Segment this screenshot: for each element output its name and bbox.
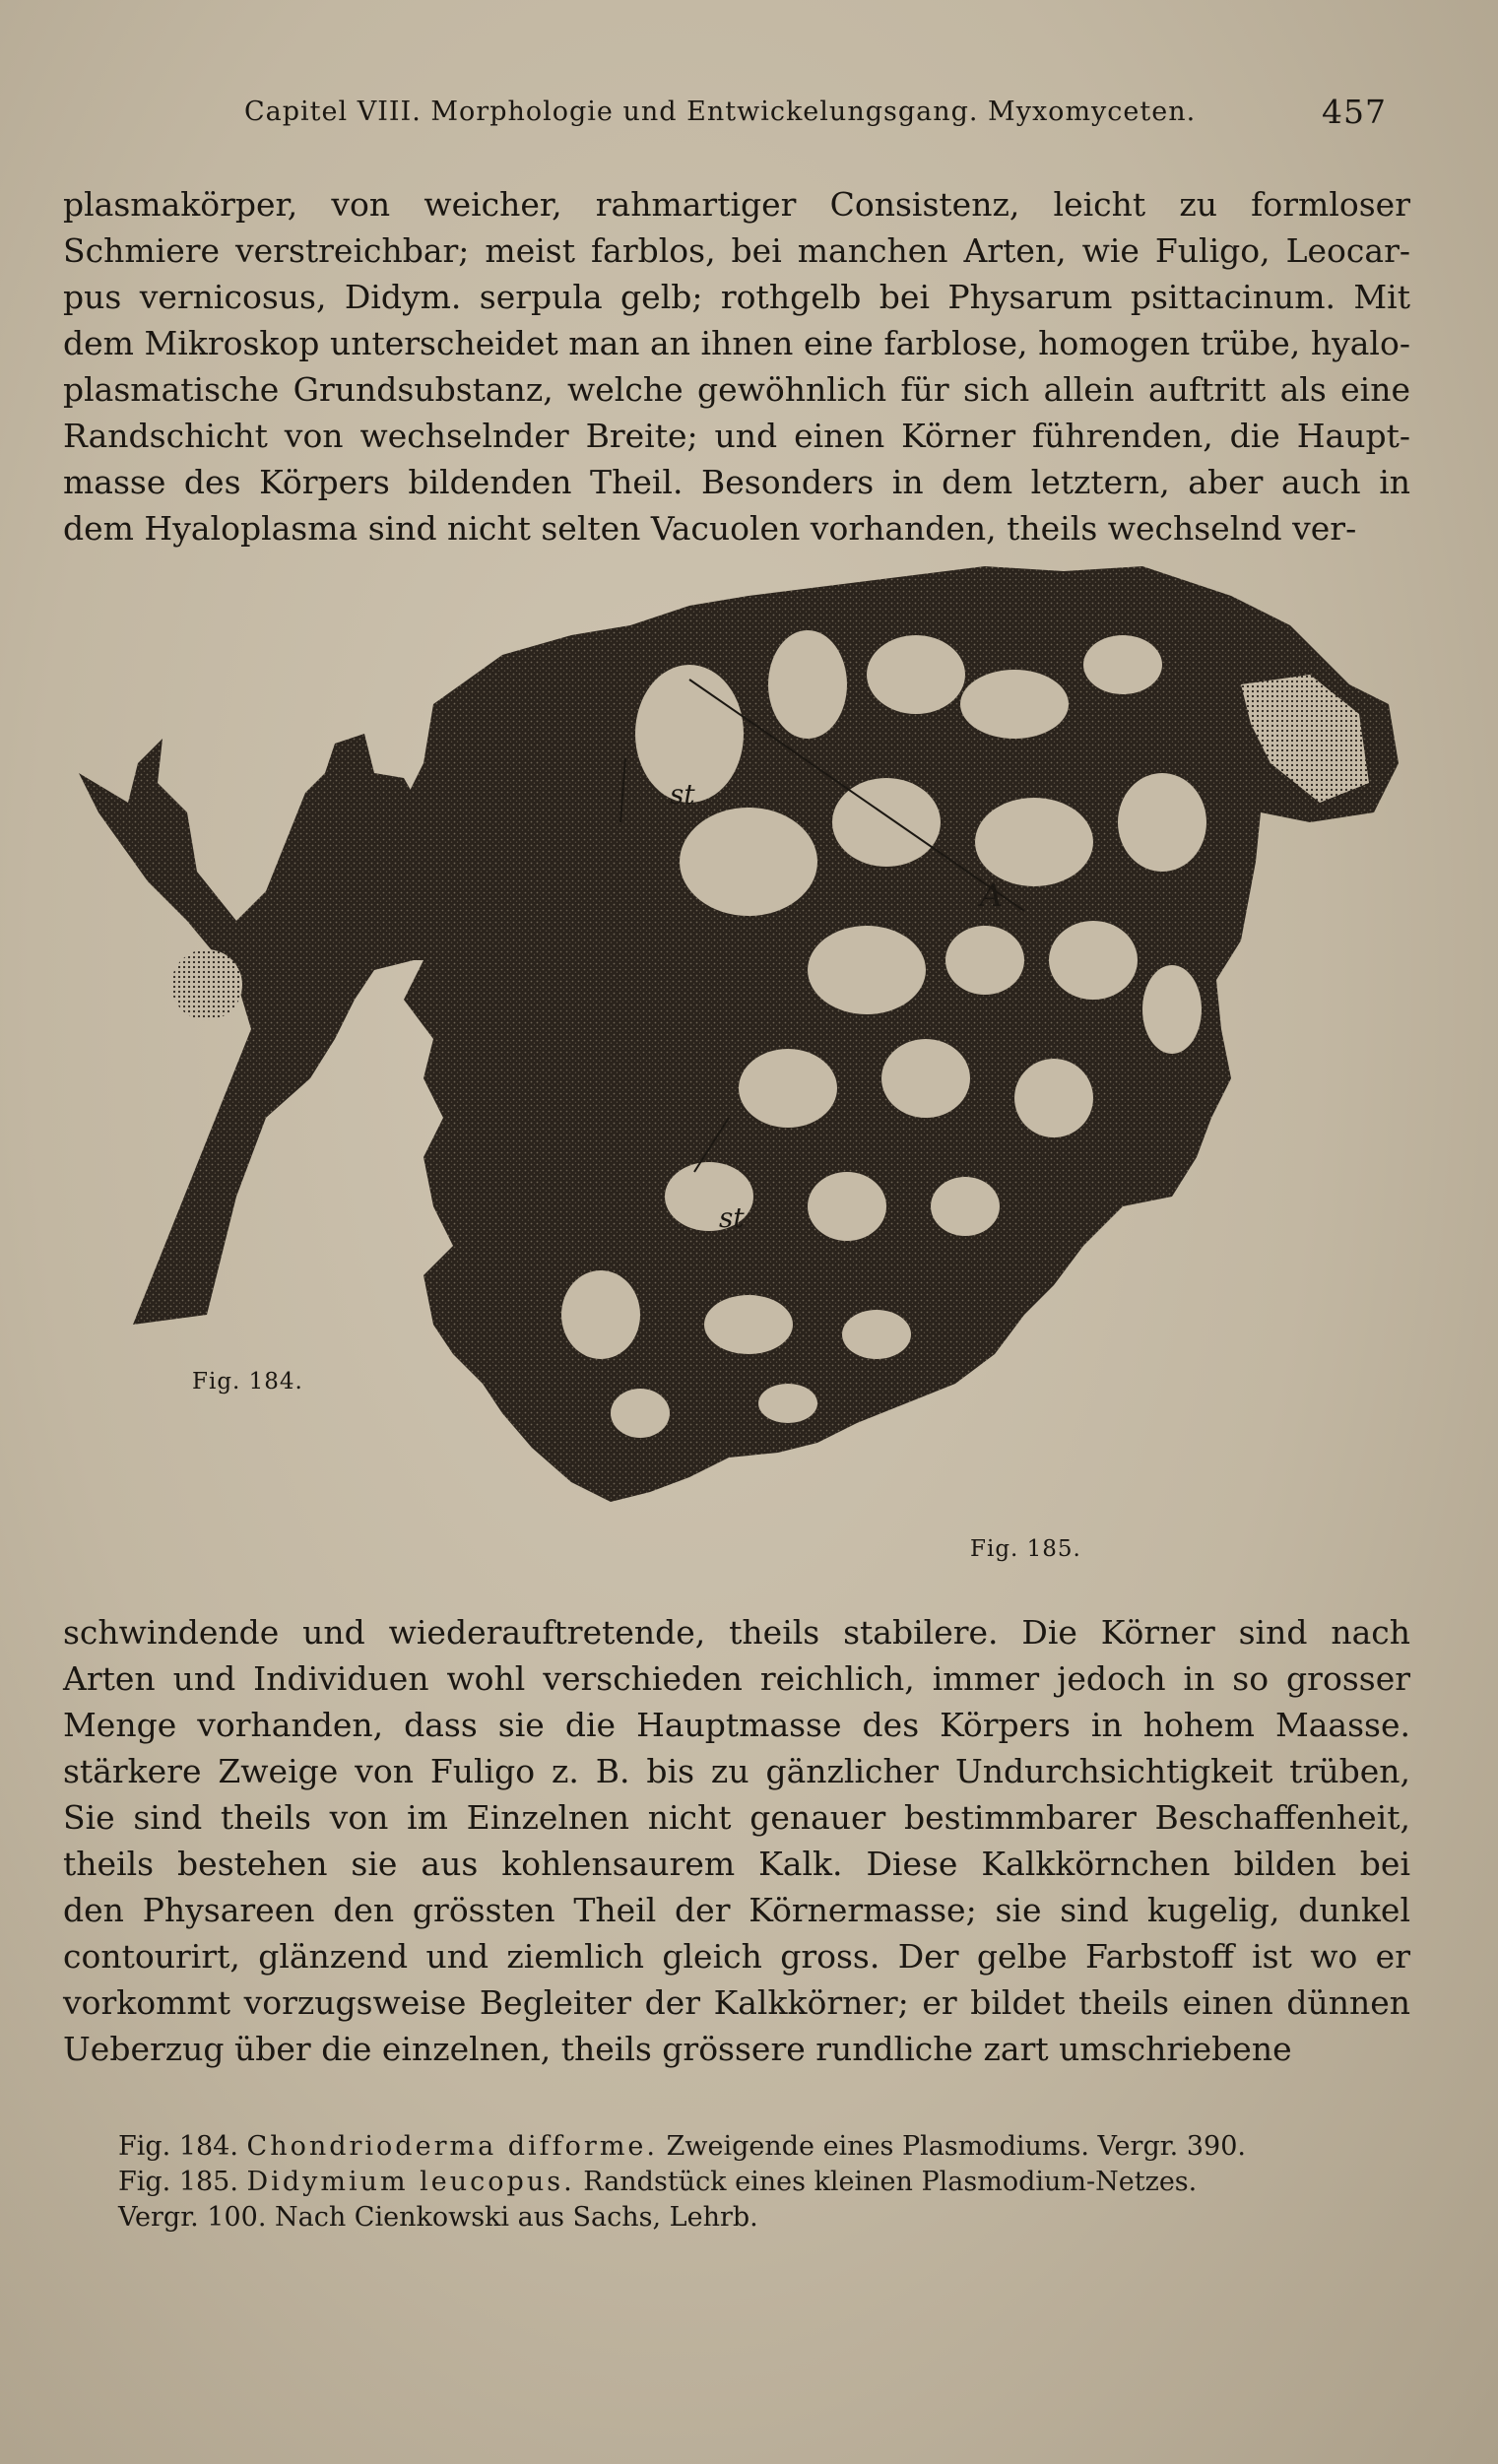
caption-prefix: Fig. 184. [118,2131,238,2162]
caption-continuation: Vergr. 100. Nach Cienkowski aus Sachs, Lehrb. [118,2202,758,2233]
text-line: dem Hyaloplasma sind nicht selten Vacuolen vorhanden, theils wechselnd ver- [63,509,1357,548]
header-title: Capitel VIII. Morphologie und Entwickelungsgang. Myxomyceten. [244,97,1197,127]
caption-prefix: Fig. 185. [118,2167,238,2197]
text-line: contourirt, glänzend und ziemlich gleich gross. Der gelbe Farbstoff ist wo er [63,1937,1410,1976]
text-line: plasmakörper, von weicher, rahmartiger Consistenz, leicht zu formloser [63,185,1410,224]
text-line: schwindende und wiederauftretende, theils stabilere. Die Körner sind nach [63,1613,1410,1652]
text-line: theils bestehen sie aus kohlensaurem Kalk. Diese Kalkkörnchen bilden bei [63,1845,1410,1883]
page-number: 457 [1322,93,1387,131]
caption-description: Randstück eines kleinen Plasmodium-Netzes. [583,2167,1198,2197]
running-header [244,93,1387,140]
text-line: Sie sind theils von im Einzelnen nicht genauer bestimmbarer Beschaffenheit, [63,1798,1410,1837]
caption-species: Chondrioderma difforme. [246,2131,658,2162]
text-line: Randschicht von wechselnder Breite; und einen Körner führenden, die Haupt- [63,417,1410,455]
paragraph-top [63,181,1410,551]
text-line: den Physareen den grössten Theil der Körnermasse; sie sind kugelig, dunkel [63,1891,1410,1929]
caption-description: Zweigende eines Plasmodiums. Vergr. 390. [666,2131,1246,2162]
figure-captions [118,2129,1416,2236]
fig185-drawing [384,566,1399,1502]
fig185-label: Fig. 185. [970,1536,1081,1562]
fig184-vacuole [171,949,242,1020]
caption-species: Didymium leucopus. [246,2167,575,2197]
a-label: A [980,876,1004,914]
text-line: Ueberzug über die einzelnen, theils grössere rundliche zart umschriebene [63,2030,1292,2068]
text-line: dem Mikroskop unterscheidet man an ihnen eine farblose, homogen trübe, hyalo- [63,324,1410,362]
text-line: vorkommt vorzugsweise Begleiter der Kalkkörner; er bildet theils einen dünnen [63,1983,1410,2022]
text-line: stärkere Zweige von Fuligo z. B. bis zu gänzlicher Undurchsichtigkeit trüben, [63,1752,1410,1790]
text-line: Schmiere verstreichbar; meist farblos, bei manchen Arten, wie Fuligo, Leocar- [63,231,1410,270]
plasmodium-illustration [39,566,1428,1571]
text-line: pus vernicosus, Didym. serpula gelb; rothgelb bei Physarum psittacinum. Mit [63,278,1410,316]
fig184-label: Fig. 184. [192,1369,303,1394]
st-label-bottom: st [719,1201,745,1234]
caption-fig184 [118,2129,1416,2165]
paragraph-bottom [63,1609,1410,2072]
text-line: Arten und Individuen wohl verschieden reichlich, immer jedoch in so grosser [63,1659,1410,1698]
st-label-top: st [670,778,695,811]
caption-fig185 [118,2165,1416,2200]
text-line: masse des Körpers bildenden Theil. Besonders in dem letztern, aber auch in [63,463,1410,501]
text-line: plasmatische Grundsubstanz, welche gewöhnlich für sich allein auftritt als eine [63,370,1410,409]
figure-plate [39,566,1428,1571]
text-line: Menge vorhanden, dass sie die Hauptmasse des Körpers in hohem Maasse. [63,1706,1410,1744]
